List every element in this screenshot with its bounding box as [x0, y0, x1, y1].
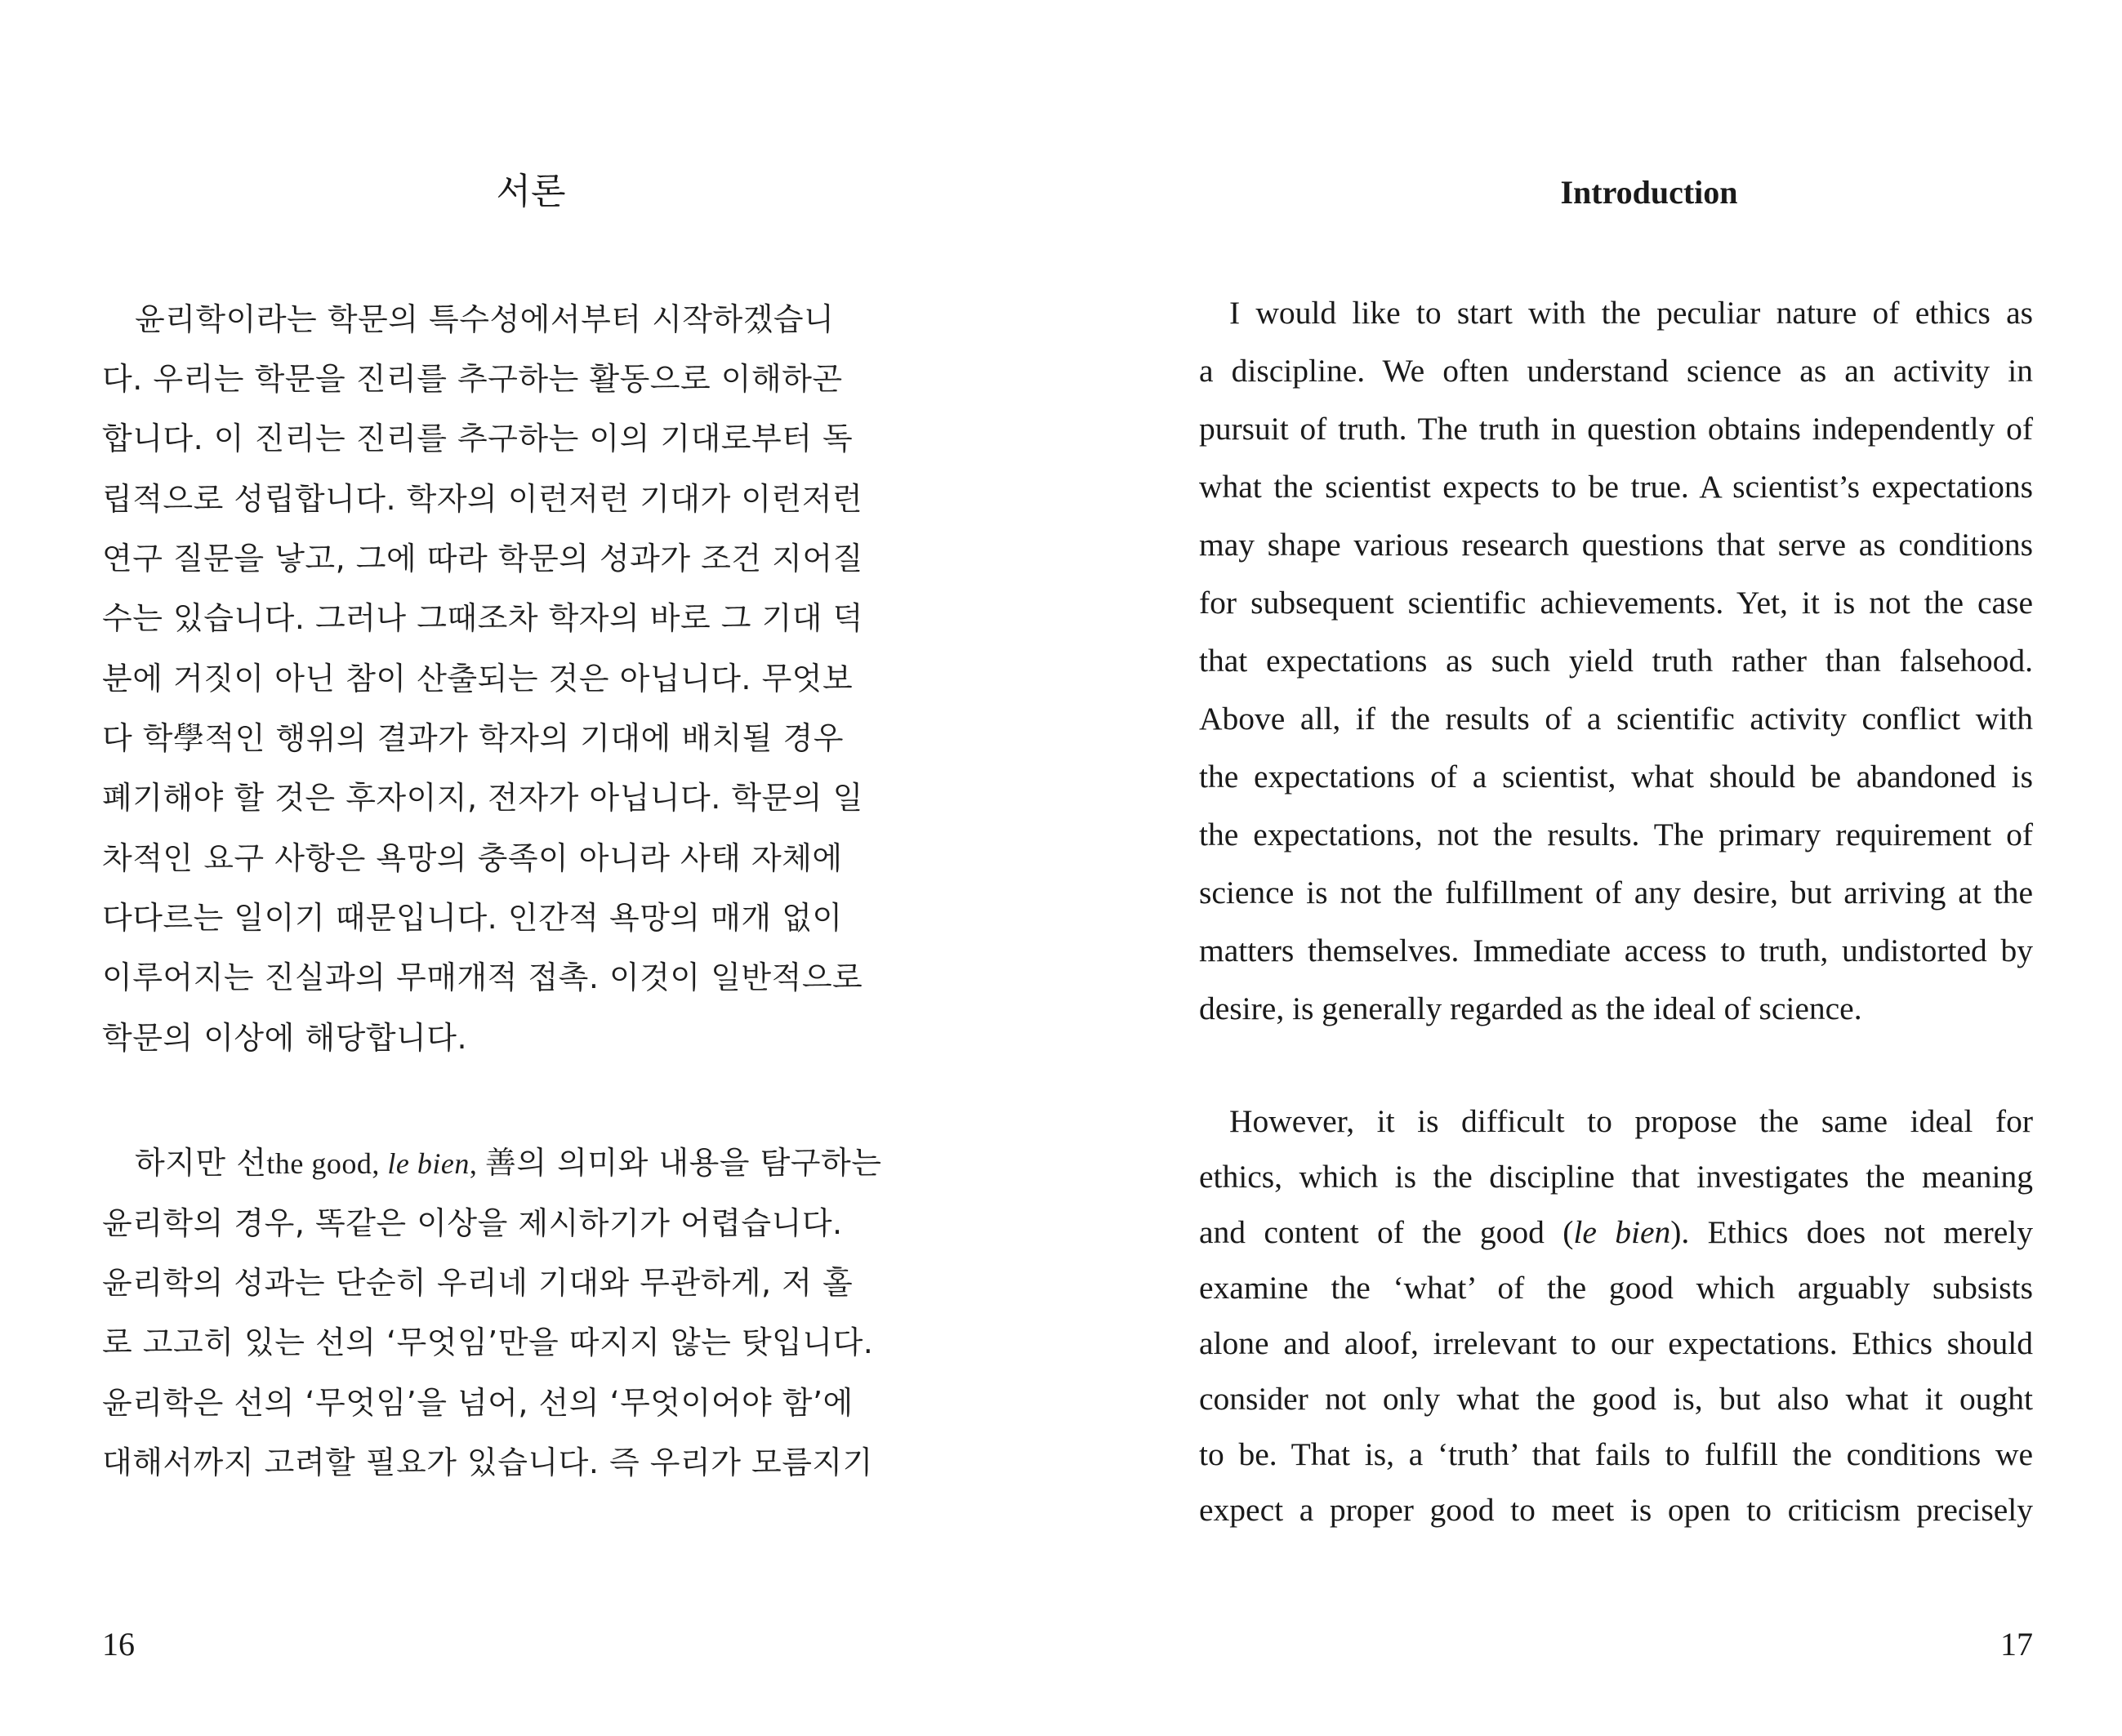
text-fragment: 의 의미와 내용을 탐구하는 [516, 1145, 882, 1181]
text-line: 윤리학은 선의 ‘무엇임’을 넘어, 선의 ‘무엇이어야 함’에 [102, 1385, 854, 1421]
text-line: a discipline. We often understand science as an activity in [1199, 353, 2033, 389]
text-line: 립적으로 성립합니다. 학자의 이런저런 기대가 이런저런 [102, 481, 863, 517]
text-line: what the scientist expects to be true. A scientist’s expectations [1199, 469, 2033, 505]
text-line: 로 고고히 있는 선의 ‘무엇임’만을 따지지 않는 탓입니다. [102, 1324, 874, 1360]
text-line: 윤리학이라는 학문의 특수성에서부터 시작하겠습니 [135, 301, 835, 337]
text-line-with-terms [135, 1137, 881, 1182]
text-line: pursuit of truth. The truth in question obtains independently of [1199, 411, 2033, 447]
text-line: 학문의 이상에 해당합니다. [102, 1020, 468, 1056]
text-line: However, it is difficult to propose the same ideal for [1229, 1103, 2033, 1139]
text-line: 이루어지는 진실과의 무매개적 접촉. 이것이 일반적으로 [102, 959, 863, 995]
text-line: Above all, if the results of a scientific activity conflict with [1199, 701, 2033, 737]
text-line: for subsequent scientific achievements. Yet, it is not the case [1199, 585, 2033, 621]
text-line: the expectations, not the results. The primary requirement of [1199, 817, 2033, 852]
term-hanja: 善 [484, 1145, 517, 1181]
text-line: to be. That is, a ‘truth’ that fails to fulfill the conditions we [1199, 1436, 2033, 1472]
term-french: le bien [387, 1147, 470, 1180]
text-line: 윤리학의 성과는 단순히 우리네 기대와 무관하게, 저 홀 [102, 1265, 854, 1301]
text-line: that expectations as such yield truth rather than falsehood. [1199, 643, 2033, 679]
term-separator: , [469, 1147, 485, 1180]
text-line: 수는 있습니다. 그러나 그때조차 학자의 바로 그 기대 덕 [102, 600, 863, 636]
text-line: science is not the fulfillment of any desire, but arriving at the [1199, 875, 2033, 910]
right-page [1061, 0, 2122, 1736]
page-title-korean: 서론 [496, 171, 566, 212]
page-number: 16 [102, 1626, 135, 1663]
text-line: 다 학學적인 행위의 결과가 학자의 기대에 배치될 경우 [102, 720, 844, 756]
text-line: examine the ‘what’ of the good which arguably subsists [1199, 1270, 2033, 1306]
term-french: le bien [1573, 1214, 1671, 1250]
text-line: 다다르는 일이기 때문입니다. 인간적 욕망의 매개 없이 [102, 900, 843, 936]
text-fragment: 하지만 선 [135, 1145, 267, 1181]
text-line: matters themselves. Immediate access to truth, undistorted by [1199, 933, 2033, 968]
text-line: 차적인 요구 사항은 욕망의 충족이 아니라 사태 자체에 [102, 840, 843, 876]
text-fragment: and content of the good ( [1199, 1214, 1574, 1250]
text-line: may shape various research questions that serve as conditions [1199, 527, 2033, 563]
text-line: expect a proper good to meet is open to criticism precisely [1199, 1492, 2033, 1528]
text-line: I would like to start with the peculiar nature of ethics as [1229, 295, 2033, 331]
page-title-english: Introduction [1560, 174, 1738, 211]
text-line: desire, is generally regarded as the ideal of science. [1199, 990, 1862, 1026]
text-line: 폐기해야 할 것은 후자이지, 전자가 아닙니다. 학문의 일 [102, 780, 863, 816]
page-number: 17 [2000, 1626, 2033, 1663]
text-line: 분에 거짓이 아닌 참이 산출되는 것은 아닙니다. 무엇보 [102, 661, 854, 697]
text-line-with-term [1199, 1213, 2033, 1251]
text-fragment: ). Ethics does not merely [1670, 1214, 2033, 1250]
text-line: the expectations of a scientist, what should be abandoned is [1199, 759, 2033, 795]
text-line: 윤리학의 경우, 똑같은 이상을 제시하기가 어렵습니다. [102, 1205, 843, 1241]
text-line: consider not only what the good is, but also what it ought [1199, 1381, 2033, 1417]
text-line: 대해서까지 고려할 필요가 있습니다. 즉 우리가 모름지기 [102, 1444, 873, 1480]
text-line: alone and aloof, irrelevant to our expectations. Ethics should [1199, 1325, 2033, 1361]
text-line: ethics, which is the discipline that investigates the meaning [1199, 1159, 2033, 1195]
text-line: 연구 질문을 낳고, 그에 따라 학문의 성과가 조건 지어질 [102, 541, 863, 576]
text-line: 합니다. 이 진리는 진리를 추구하는 이의 기대로부터 독 [102, 421, 854, 456]
text-line: 다. 우리는 학문을 진리를 추구하는 활동으로 이해하곤 [102, 361, 843, 397]
term-english: the good, [266, 1147, 388, 1180]
